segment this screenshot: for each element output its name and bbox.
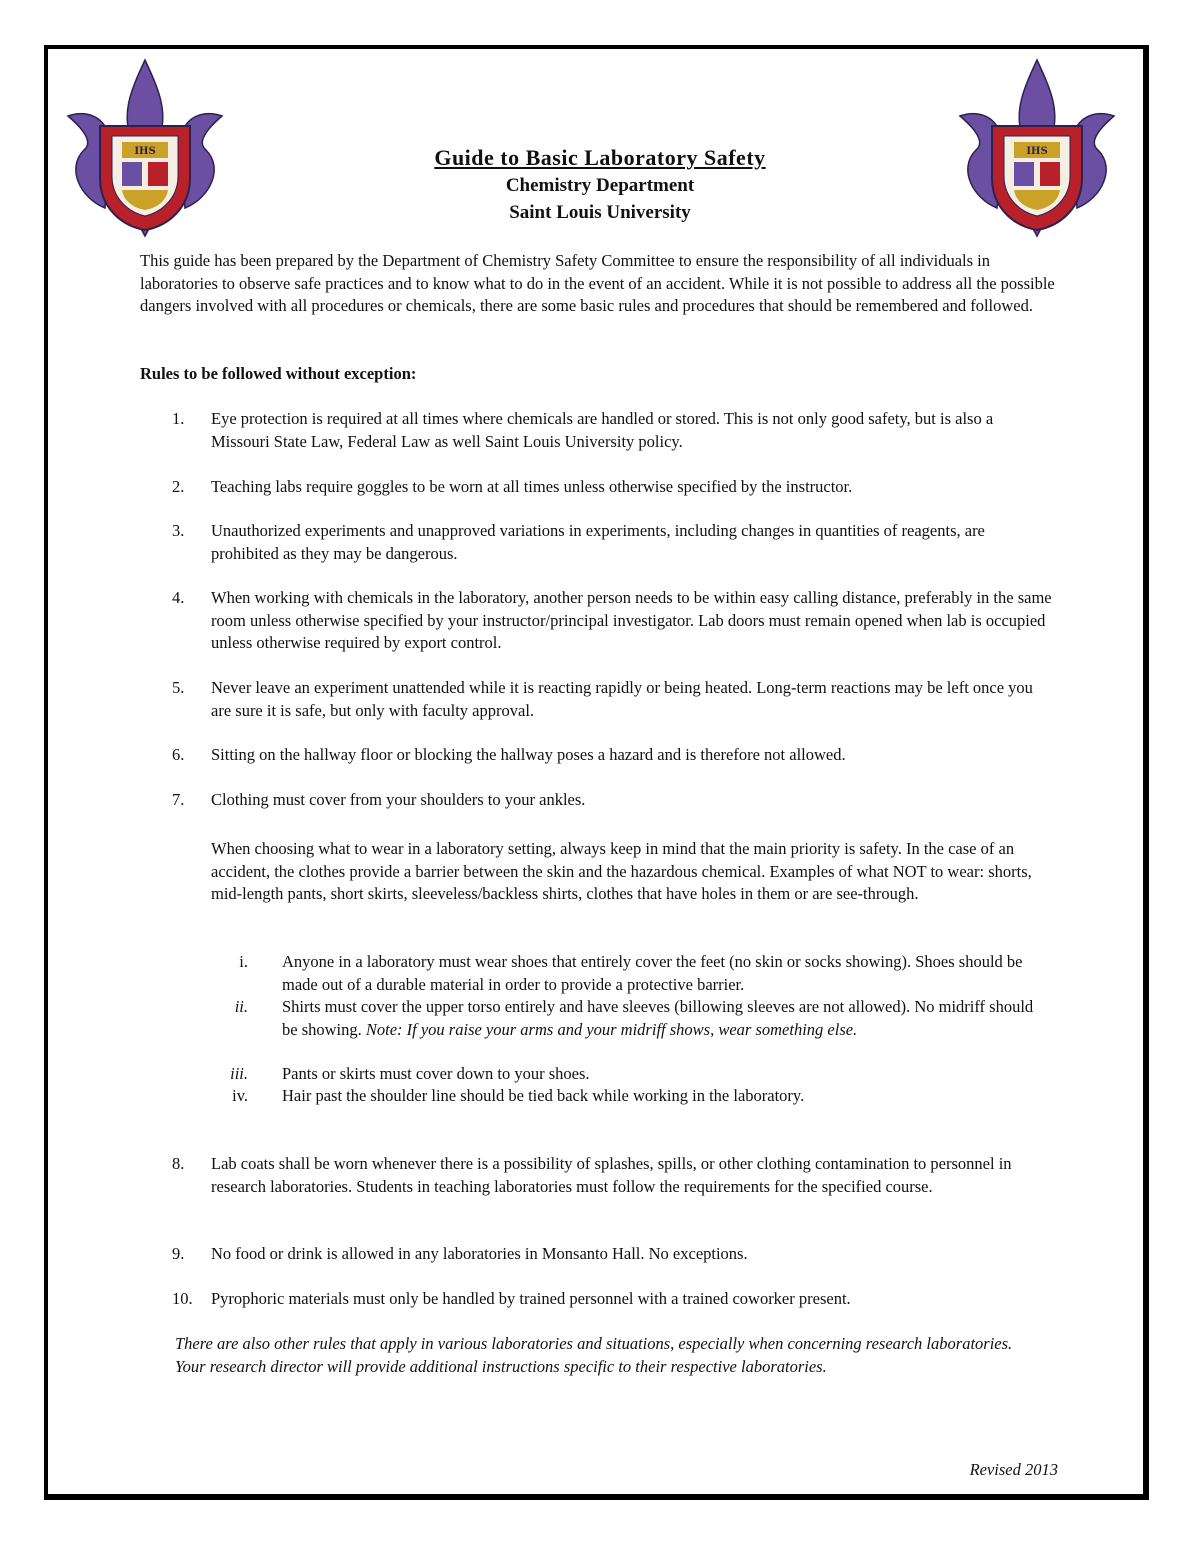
subitem-number: ii. xyxy=(234,997,248,1016)
subitem-number: i. xyxy=(239,952,248,971)
rule-text: Never leave an experiment unattended while it is reacting rapidly or being heated. Long-term reactions may be left once you are sure it is safe, but only with faculty approval. xyxy=(211,678,1033,720)
clothing-subitem xyxy=(216,996,1036,1041)
revision-date: Revised 2013 xyxy=(969,1460,1058,1479)
rule-text: Eye protection is required at all times where chemicals are handled or stored. This is not only good safety, but is also a Missouri State Law, Federal Law as well Saint Louis University policy. xyxy=(211,409,994,451)
rule-number: 8. xyxy=(172,1154,185,1173)
rule-number: 6. xyxy=(172,745,185,764)
rule-item xyxy=(172,1243,1052,1266)
closing-note: There are also other rules that apply in various laboratories and situations, especially when concerning research laboratories. Your research director will provide additional instructions specific to their respective laboratories. xyxy=(175,1334,1013,1376)
intro-paragraph: This guide has been prepared by the Department of Chemistry Safety Committee to ensure the responsibility of all individuals in laboratories to observe safe practices and to know what to do in the event of an accident. While it is not possible to address all the possible dangers involved with all procedures or chemicals, there are some basic rules and procedures that should be remembered and followed. xyxy=(140,251,1055,315)
clothing-guidance-paragraph: When choosing what to wear in a laboratory setting, always keep in mind that the main priority is safety. In the case of an accident, the clothes provide a barrier between the skin and the hazardous chemical. Examples of what NOT to wear: shorts, mid-length pants, short skirts, sleeveless/backless shirts, clothes that have holes in them or are see-through. xyxy=(211,839,1032,903)
rules-heading: Rules to be followed without exception: xyxy=(140,364,417,383)
rule-text: Unauthorized experiments and unapproved variations in experiments, including changes in quantities of reagents, are prohibited as they may be dangerous. xyxy=(211,521,985,563)
crest-monogram: IHS xyxy=(1026,146,1048,157)
document-header xyxy=(200,144,1000,226)
rule-item xyxy=(172,587,1052,655)
subitem-text: Shirts must cover the upper torso entirely and have sleeves (billowing sleeves are not allowed). No midriff should be showing. xyxy=(282,997,1034,1039)
rule-item xyxy=(172,520,1052,565)
rule-number: 9. xyxy=(172,1244,185,1263)
clothing-subitem xyxy=(216,951,1036,996)
rule-text: Sitting on the hallway floor or blocking the hallway poses a hazard and is therefore not allowed. xyxy=(211,745,846,764)
rule-item xyxy=(172,1288,1052,1311)
rule-text: Pyrophoric materials must only be handled by trained personnel with a trained coworker present. xyxy=(211,1289,851,1308)
rule-item xyxy=(172,789,1052,812)
rule-number: 4. xyxy=(172,588,185,607)
rule-text: No food or drink is allowed in any laboratories in Monsanto Hall. No exceptions. xyxy=(211,1244,748,1263)
rule-number: 7. xyxy=(172,790,185,809)
crest-monogram: IHS xyxy=(134,146,156,157)
rule-text: When working with chemicals in the laboratory, another person needs to be within easy calling distance, preferably in the same room unless otherwise specified by your instructor/principal investigator. Lab doors must remain opened when lab is occupied unless otherwise required by export control. xyxy=(211,588,1052,652)
rule-item xyxy=(172,476,1052,499)
subitem-note: Note: If you raise your arms and your midriff shows, wear something else. xyxy=(365,1019,858,1039)
rule-number: 10. xyxy=(172,1289,193,1308)
rule-number: 1. xyxy=(172,409,185,428)
university-name: Saint Louis University xyxy=(509,202,691,223)
rule-item xyxy=(172,408,1052,453)
rule-item xyxy=(172,744,1052,767)
subitem-number: iii. xyxy=(230,1064,248,1083)
department-name: Chemistry Department xyxy=(505,175,695,196)
rule-text: Teaching labs require goggles to be worn at all times unless otherwise specified by the instructor. xyxy=(211,477,853,496)
rule-text: Clothing must cover from your shoulders to your ankles. xyxy=(211,790,586,809)
rule-text: Lab coats shall be worn whenever there is a possibility of splashes, spills, or other clothing contamination to personnel in research laboratories. Students in teaching laboratories must follow the requirements for the specified course. xyxy=(211,1154,1012,1196)
clothing-subitem xyxy=(216,1085,1036,1108)
subitem-number: iv. xyxy=(232,1086,248,1105)
subitem-text: Hair past the shoulder line should be tied back while working in the laboratory. xyxy=(282,1086,805,1105)
rule-number: 2. xyxy=(172,477,185,496)
rule-item xyxy=(172,677,1052,722)
rule-number: 3. xyxy=(172,521,185,540)
rule-number: 5. xyxy=(172,678,185,697)
page-title: Guide to Basic Laboratory Safety xyxy=(434,145,766,170)
subitem-text: Anyone in a laboratory must wear shoes that entirely cover the feet (no skin or socks showing). Shoes should be made out of a durable material in order to provide a protective barrier. xyxy=(282,952,1023,994)
clothing-subitem xyxy=(216,1063,1036,1086)
subitem-text: Pants or skirts must cover down to your shoes. xyxy=(282,1064,590,1083)
rule-item xyxy=(172,1153,1052,1198)
